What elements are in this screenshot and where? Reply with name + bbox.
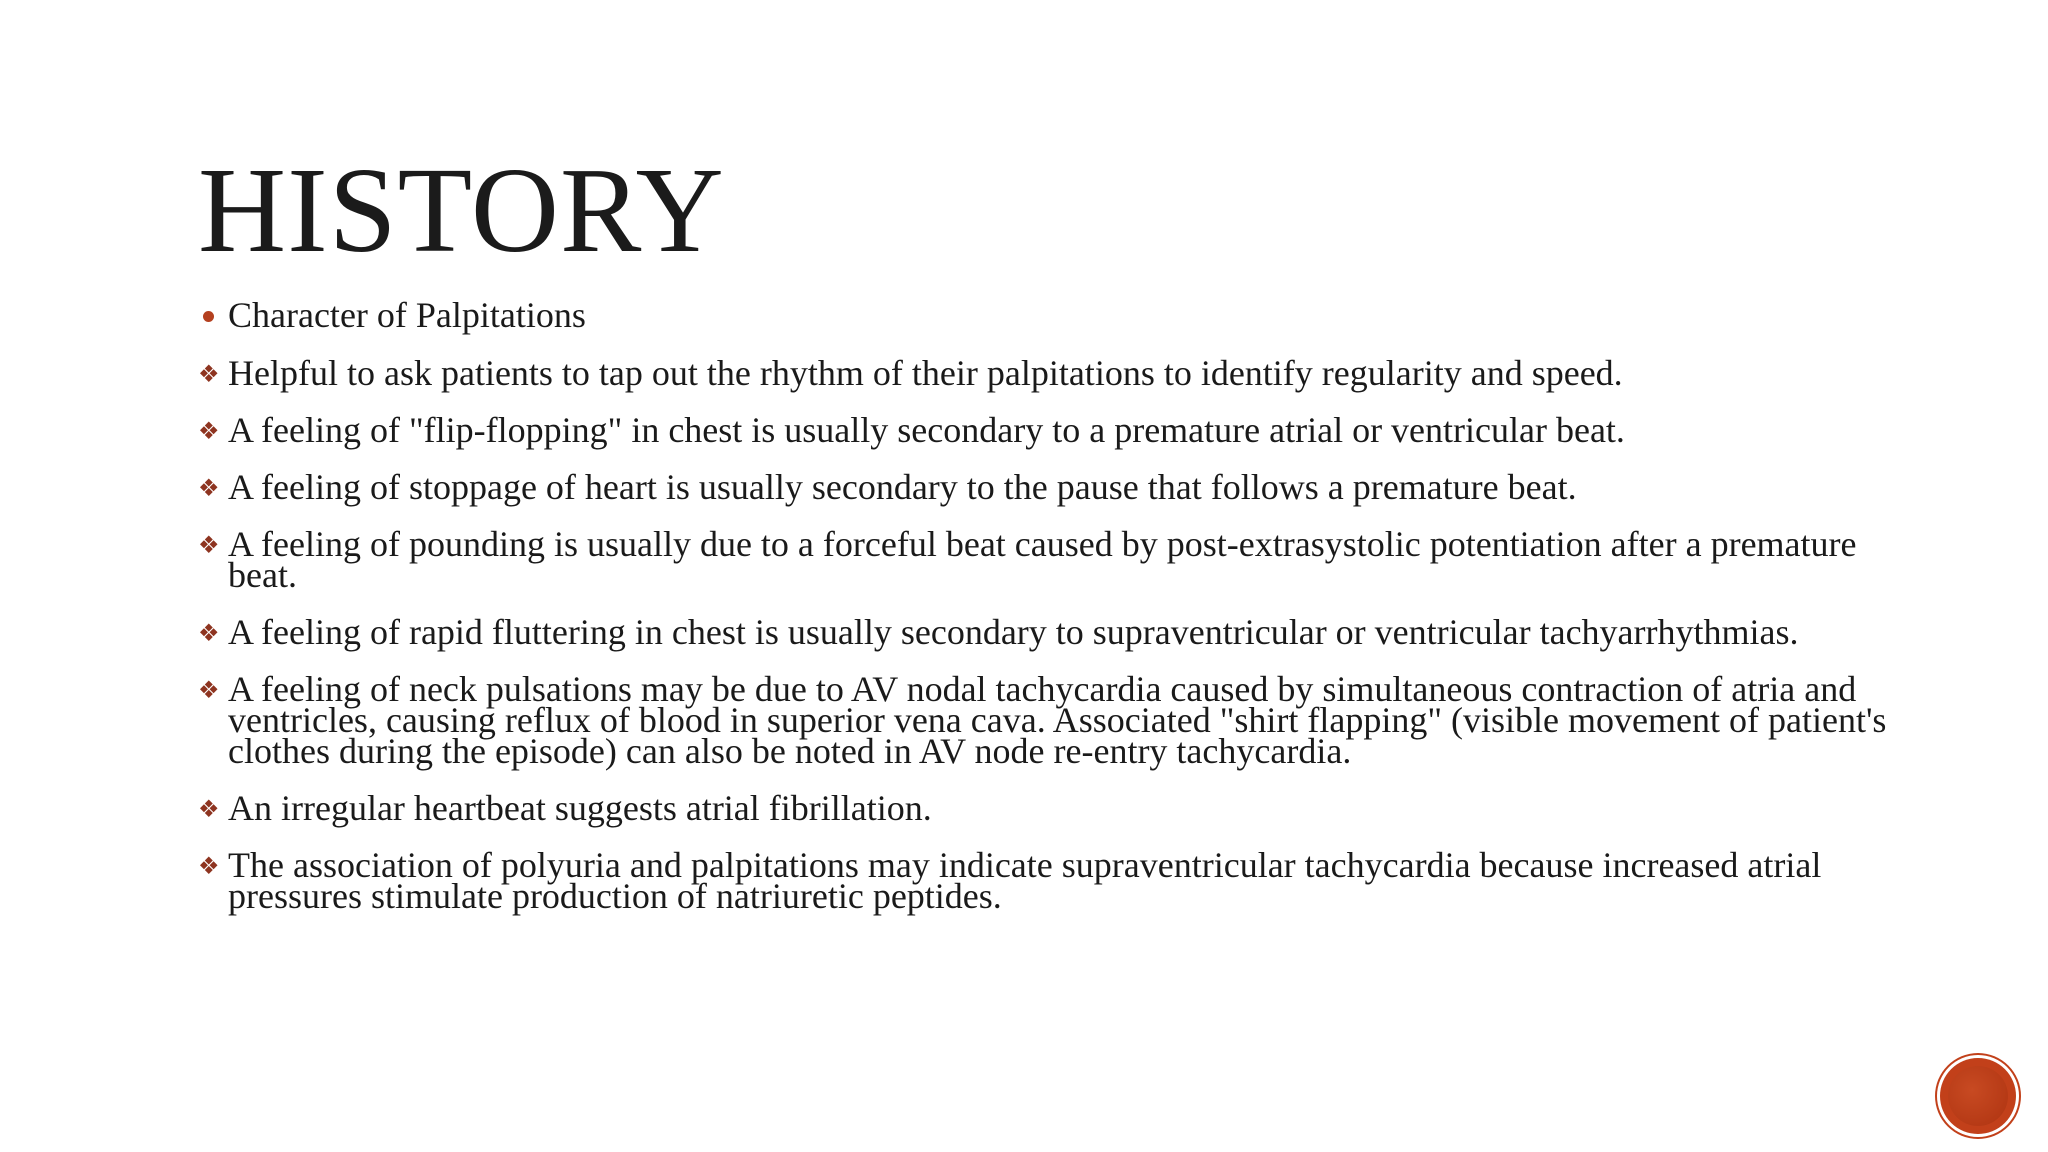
diamond-bullet-icon: ❖ [198,854,220,880]
list-item-text: A feeling of rapid fluttering in chest is usually secondary to supraventricular or ventricular tachyarrhythmias. [228,612,1799,652]
list-item-text: A feeling of pounding is usually due to a forceful beat caused by post-extrasystolic potentiation after a premature beat. [228,524,1857,595]
diamond-bullet-icon: ❖ [198,533,220,559]
diamond-bullet-icon: ❖ [198,476,220,502]
list-item [198,669,1898,771]
list-item-text: A feeling of stoppage of heart is usually secondary to the pause that follows a premature beat. [228,467,1577,507]
list-item [198,353,1898,393]
list-item-text: A feeling of neck pulsations may be due to AV nodal tachycardia caused by simultaneous contraction of atria and ventricles, causing reflux of blood in superior vena cava. Associated "shirt flapping" (visible movement of patient's clothes during the episode) can also be noted in AV node re-entry tachycardia. [228,669,1887,771]
diamond-bullet-icon: ❖ [198,797,220,823]
list-item-text: Helpful to ask patients to tap out the rhythm of their palpitations to identify regularity and speed. [228,353,1623,393]
diamond-bullet-icon: ❖ [198,419,220,445]
list-item [198,612,1898,652]
list-item-text: An irregular heartbeat suggests atrial fibrillation. [228,788,932,828]
slide-title: HISTORY [198,143,725,278]
diamond-bullet-icon: ❖ [198,362,220,388]
diamond-bullet-icon: ❖ [198,621,220,647]
list-item-text: The association of polyuria and palpitations may indicate supraventricular tachycardia because increased atrial pressures stimulate production of natriuretic peptides. [228,845,1822,916]
list-item [198,845,1898,916]
list-item [198,524,1898,595]
circle-button-icon[interactable] [1940,1058,2016,1134]
diamond-bullet-icon: ❖ [198,678,220,704]
list-item-text: A feeling of "flip-flopping" in chest is usually secondary to a premature atrial or ventricular beat. [228,410,1625,450]
bullet-list [198,295,1898,938]
list-item [198,467,1898,507]
list-item [198,295,1898,335]
list-item-text: Character of Palpitations [228,295,586,335]
circle-button-inner [1948,1066,2008,1126]
list-item [198,788,1898,828]
list-item [198,410,1898,450]
